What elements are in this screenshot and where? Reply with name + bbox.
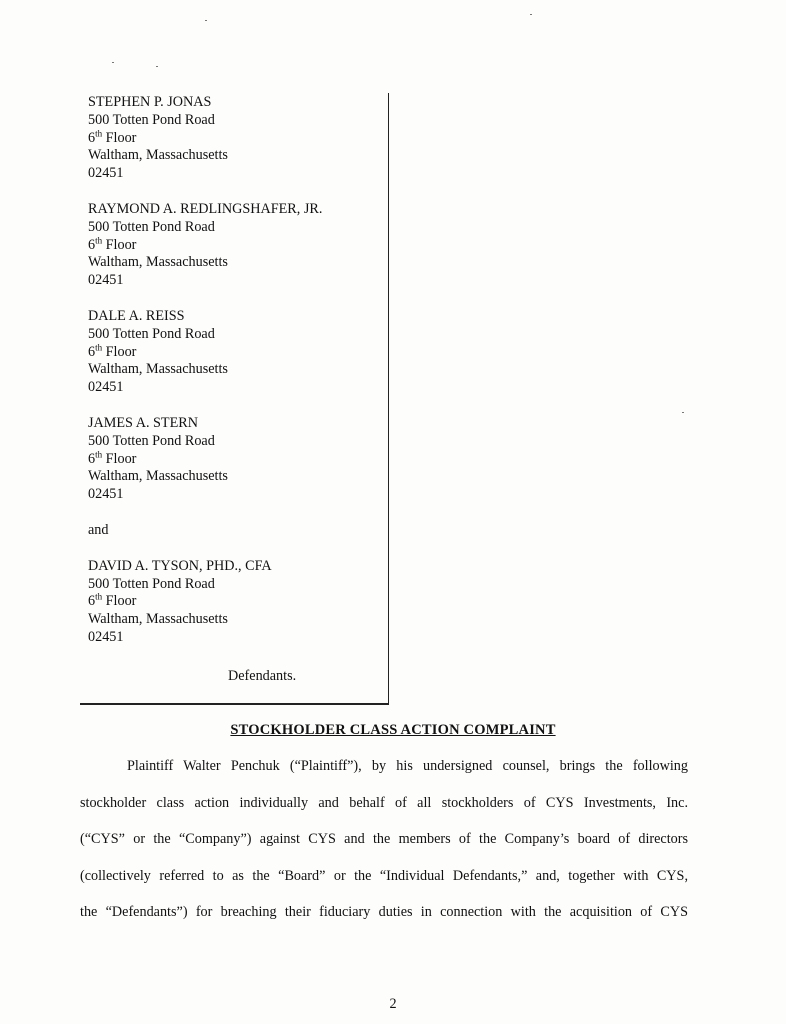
defendant-name: STEPHEN P. JONAS xyxy=(88,94,212,110)
defendant-floor: 6th Floor xyxy=(88,127,137,146)
defendant-city: Waltham, Massachusetts xyxy=(88,611,228,628)
defendant-block xyxy=(88,558,378,647)
defendant-block xyxy=(88,201,378,290)
scan-speck xyxy=(682,412,684,413)
defendant-floor: 6th Floor xyxy=(88,448,137,467)
scan-speck xyxy=(156,66,158,67)
defendant-city: Waltham, Massachusetts xyxy=(88,254,228,271)
defendants-list xyxy=(88,94,378,665)
defendant-floor: 6th Floor xyxy=(88,591,137,610)
body-line: (“CYS” or the “Company”) against CYS and the members of the Company’s board of directors xyxy=(80,831,688,847)
defendants-label: Defendants. xyxy=(228,668,297,684)
defendant-city: Waltham, Massachusetts xyxy=(88,468,228,485)
body-line: the “Defendants”) for breaching their fiduciary duties in connection with the acquisition of CYS xyxy=(80,904,688,920)
defendant-address: 500 Totten Pond Road xyxy=(88,111,215,128)
complaint-body xyxy=(80,758,688,941)
defendant-name: DALE A. REISS xyxy=(88,307,185,324)
defendant-zip: 02451 xyxy=(88,272,124,289)
body-line: (collectively referred to as the “Board” or the “Individual Defendants,” and, together with CYS, xyxy=(80,867,688,884)
defendant-zip: 02451 xyxy=(88,628,124,645)
scan-speck xyxy=(530,14,532,15)
defendant-floor: 6th Floor xyxy=(88,234,137,253)
defendant-address: 500 Totten Pond Road xyxy=(88,218,215,235)
defendant-block xyxy=(88,415,378,504)
body-line: Plaintiff Walter Penchuk (“Plaintiff”), by his undersigned counsel, brings the following xyxy=(127,758,688,774)
complaint-title: STOCKHOLDER CLASS ACTION COMPLAINT xyxy=(230,722,556,738)
body-line: stockholder class action individually and behalf of all stockholders of CYS Investments, Inc. xyxy=(80,794,688,811)
defendant-name: DAVID A. TYSON, PHD., CFA xyxy=(88,557,272,574)
conjunction-and: and xyxy=(88,521,109,538)
defendant-city: Waltham, Massachusetts xyxy=(88,147,228,164)
defendant-floor: 6th Floor xyxy=(88,341,137,360)
page-number: 2 xyxy=(389,996,397,1012)
defendant-address: 500 Totten Pond Road xyxy=(88,325,215,342)
defendant-name: RAYMOND A. REDLINGSHAFER, JR. xyxy=(88,200,323,217)
defendant-address: 500 Totten Pond Road xyxy=(88,575,215,592)
defendant-zip: 02451 xyxy=(88,165,124,182)
defendant-address: 500 Totten Pond Road xyxy=(88,432,215,449)
defendant-city: Waltham, Massachusetts xyxy=(88,361,228,378)
defendant-zip: 02451 xyxy=(88,379,124,396)
defendant-block xyxy=(88,308,378,397)
defendant-block xyxy=(88,94,378,183)
scan-speck xyxy=(112,62,114,63)
defendant-name: JAMES A. STERN xyxy=(88,414,198,431)
scan-speck xyxy=(205,20,207,21)
caption-vertical-rule xyxy=(388,93,389,704)
defendant-zip: 02451 xyxy=(88,486,124,503)
caption-horizontal-rule xyxy=(80,703,389,705)
